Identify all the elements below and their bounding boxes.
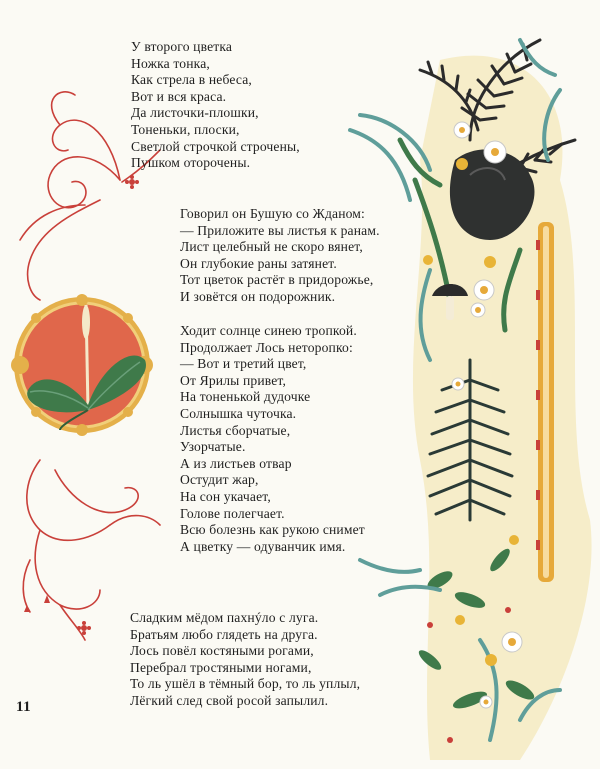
verse-line: А цветку — одуванчик имя. <box>180 538 346 554</box>
verse-line: Лёгкий след свой росой запылил. <box>130 692 329 708</box>
verse-line: — Вот и третий цвет, <box>180 356 307 372</box>
verse-line: Ножка тонка, <box>131 55 210 71</box>
stanza-1 <box>131 39 300 172</box>
verse-line: Перебрал тростяными ногами, <box>130 659 312 675</box>
verse-line: Лось повёл костяными рогами, <box>130 643 314 659</box>
verse-line: Листья сборчатые, <box>180 422 291 438</box>
stanza-3 <box>180 323 365 555</box>
herbal-border-icon <box>330 0 600 769</box>
verse-line: Вот и вся краса. <box>131 88 227 104</box>
verse-line: Он глубокие раны затянет. <box>180 255 337 271</box>
stanza-2 <box>180 206 380 306</box>
verse-line: Тот цветок растёт в придорожье, <box>180 272 374 288</box>
verse-line: У второго цветка <box>131 39 233 54</box>
verse-line: Лист целебный не скоро вянет, <box>180 239 363 255</box>
verse-line: И зовётся он подорожник. <box>180 288 336 304</box>
verse-line: Голове полегчает. <box>180 505 285 521</box>
verse-line: Светлой строчкой строчены, <box>131 138 300 154</box>
verse-line: На сон укачает, <box>180 488 271 504</box>
verse-line: Остудит жар, <box>180 472 259 488</box>
verse-line: А из листьев отвар <box>180 455 292 471</box>
verse-line: Солнышка чуточка. <box>180 405 297 421</box>
verse-line: От Ярилы привет, <box>180 372 287 388</box>
verse-line: Да листочки-плошки, <box>131 105 259 121</box>
verse-line: Узорчатые. <box>180 439 246 455</box>
verse-line: То ль ушёл в тёмный бор, то ль уплыл, <box>130 676 361 692</box>
stanza-4 <box>130 610 360 710</box>
verse-line: Говорил он Бушую со Жданом: <box>180 206 365 221</box>
verse-line: Сладким мёдом пахнýло с луга. <box>130 610 319 625</box>
page-number: 11 <box>16 699 32 715</box>
verse-line: — Приложите вы листья к ранам. <box>180 222 380 238</box>
verse-line: Пушком оторочены. <box>131 155 251 171</box>
verse-line: Ходит солнце синею тропкой. <box>180 323 357 338</box>
verse-line: Продолжает Лось неторопко: <box>180 339 353 355</box>
verse-line: Всю болезнь как рукою снимет <box>180 522 365 538</box>
verse-line: Как стрела в небеса, <box>131 72 252 88</box>
verse-line: Братьям любо глядеть на друга. <box>130 626 318 642</box>
verse-line: На тоненькой дудочке <box>180 389 311 405</box>
verse-line: Тоненьки, плоски, <box>131 121 240 137</box>
